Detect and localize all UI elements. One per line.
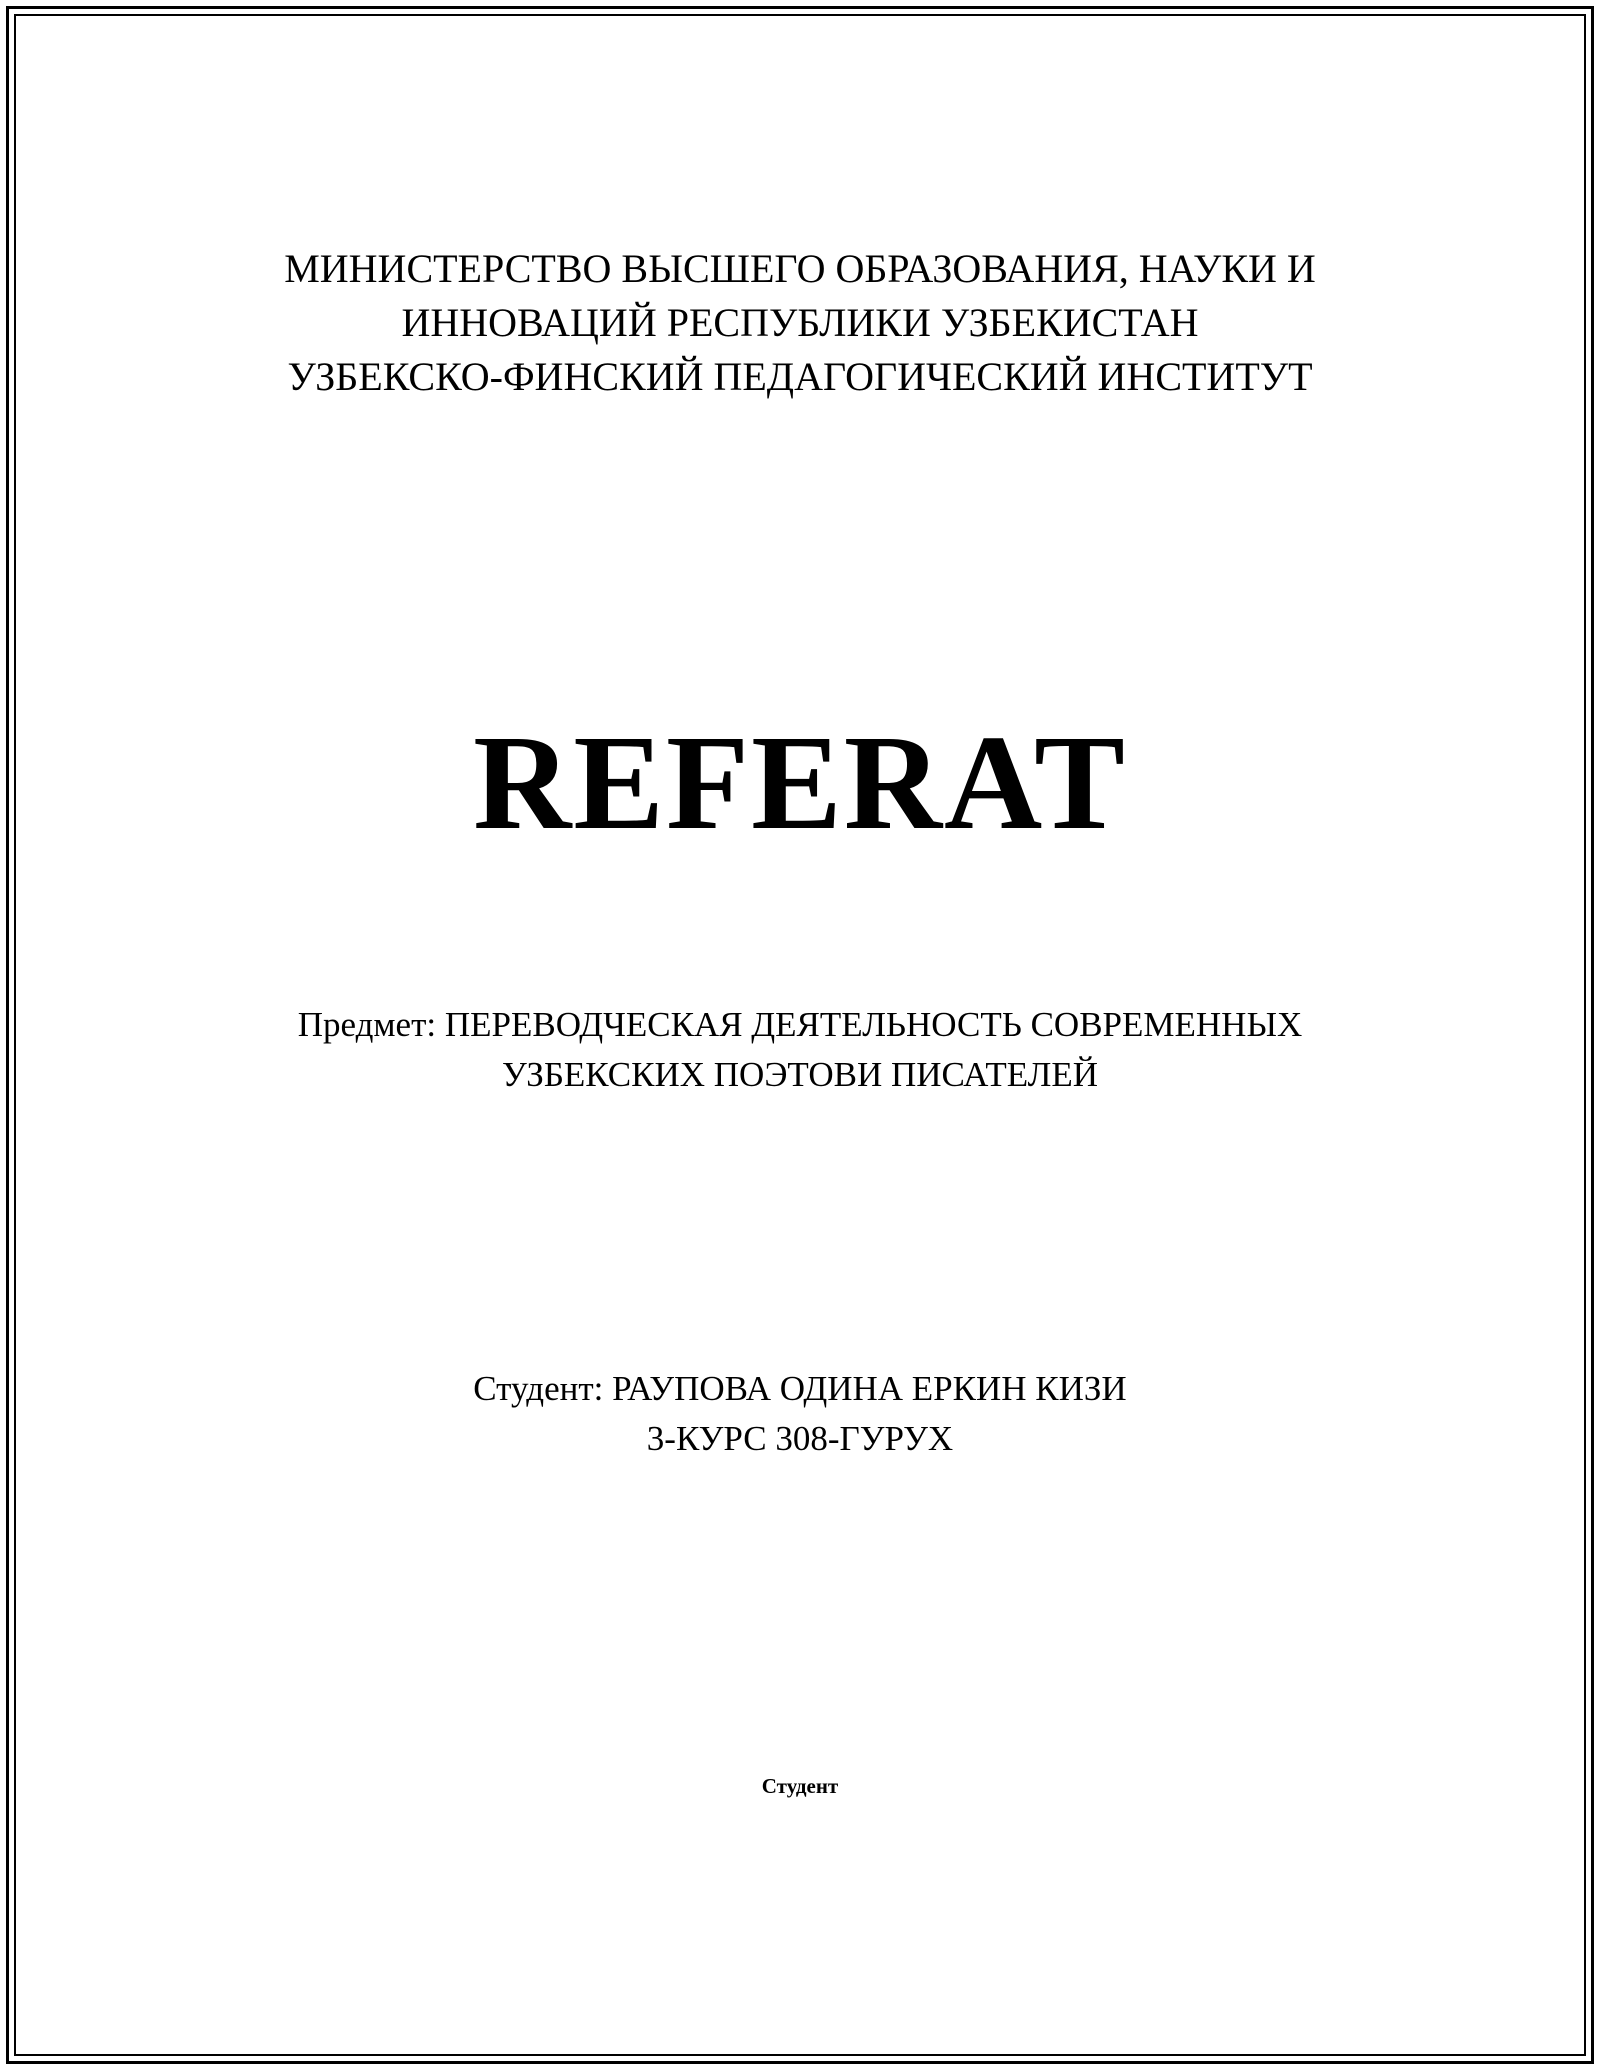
subject-line-1: Предмет: ПЕРЕВОДЧЕСКАЯ ДЕЯТЕЛЬНОСТЬ СОВРЕМЕННЫХ	[297, 1005, 1303, 1044]
header-line-republic: ИННОВАЦИЙ РЕСПУБЛИКИ УЗБЕКИСТАН	[401, 300, 1199, 345]
student-block	[0, 1364, 1600, 1464]
subject-line-2: УЗБЕКСКИХ ПОЭТОВИ ПИСАТЕЛЕЙ	[501, 1055, 1099, 1094]
student-course-group: 3-КУРС 308-ГУРУХ	[646, 1419, 954, 1458]
header-line-ministry: МИНИСТЕРСТВО ВЫСШЕГО ОБРАЗОВАНИЯ, НАУКИ И	[284, 246, 1316, 291]
header-line-institute: УЗБЕКСКО-ФИНСКИЙ ПЕДАГОГИЧЕСКИЙ ИНСТИТУТ	[287, 354, 1313, 399]
institution-header	[0, 242, 1600, 404]
footer-label: Студент	[761, 1774, 839, 1798]
document-title: REFERAT	[473, 708, 1127, 858]
subject-block	[0, 1000, 1600, 1100]
student-name: Студент: РАУПОВА ОДИНА ЕРКИН КИЗИ	[473, 1369, 1127, 1408]
